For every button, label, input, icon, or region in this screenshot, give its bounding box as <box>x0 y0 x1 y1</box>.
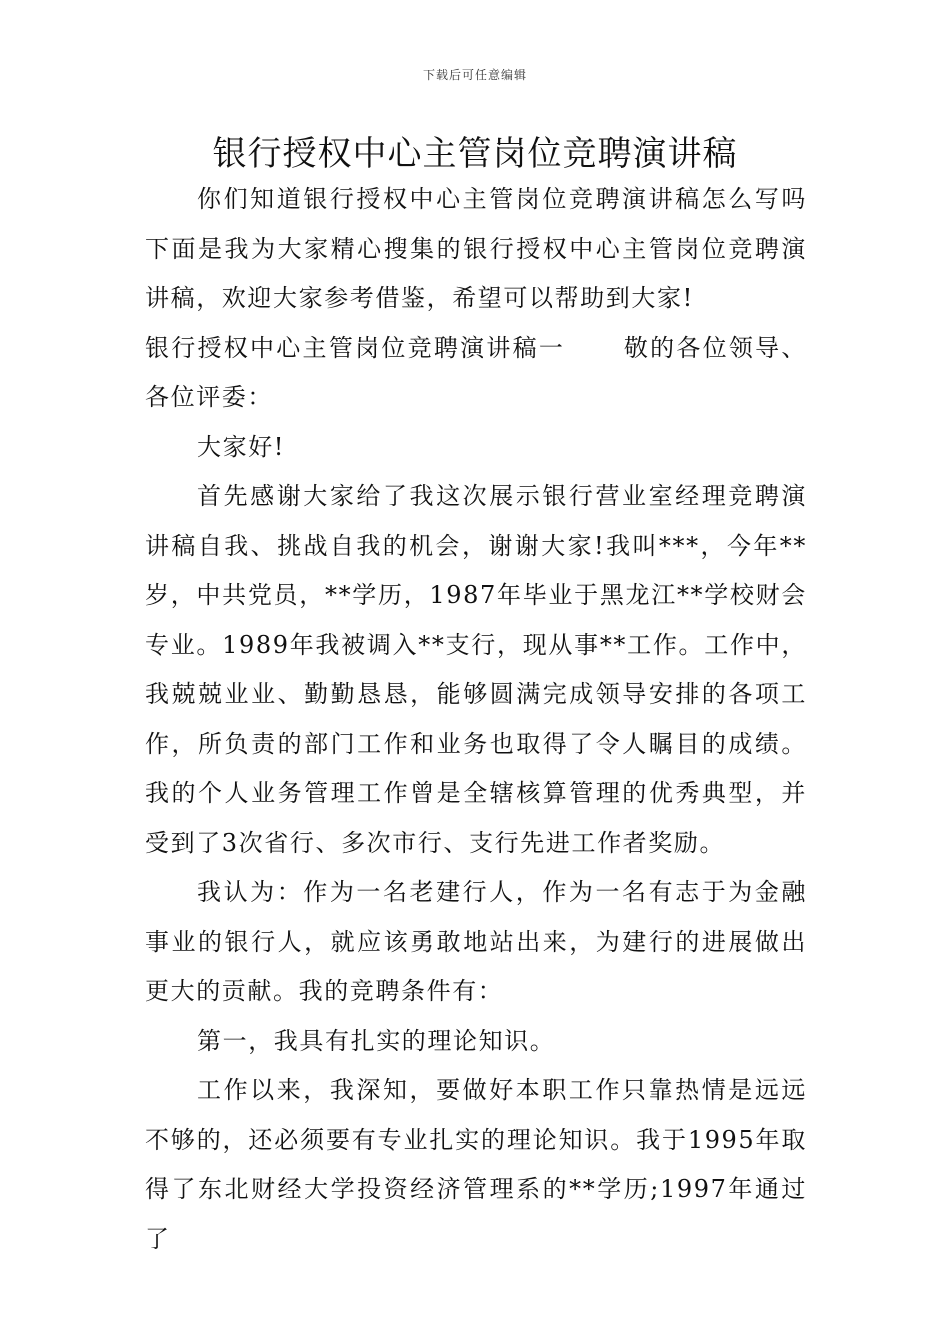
body-paragraph-3: 第一，我具有扎实的理论知识。 <box>197 1026 556 1055</box>
intro-paragraph: 你们知道银行授权中心主管岗位竞聘演讲稿怎么写吗下面是我为大家精心搜集的银行授权中心主管岗位竞聘演讲稿，欢迎大家参考借鉴，希望可以帮助到大家! <box>145 185 807 312</box>
section-heading-line <box>145 324 807 423</box>
body-paragraph-1: 首先感谢大家给了我这次展示银行营业室经理竞聘演讲稿自我、挑战自我的机会，谢谢大家!我叫***，今年**岁，中共党员，**学历，1987年毕业于黑龙江**学校财会专业。1989年我被调入**支行，现从事**工作。工作中，我兢兢业业、勤勤恳恳，能够圆满完成领导安排的各项工作，所负责的部门工作和业务也取得了令人瞩目的成绩。我的个人业务管理工作曾是全辖核算管理的优秀典型，并受到了3次省行、多次市行、支行先进工作者奖励。 <box>145 482 807 857</box>
salutation: 敬的各位领导、各位评委： <box>145 333 807 411</box>
body-paragraph-2: 我认为：作为一名老建行人，作为一名有志于为金融事业的银行人，就应该勇敢地站出来，为建行的进展做出更大的贡献。我的竞聘条件有： <box>145 878 807 1005</box>
section-heading: 银行授权中心主管岗位竞聘演讲稿一 <box>145 333 566 362</box>
header-note: 下载后可任意编辑 <box>422 68 527 82</box>
body-paragraph-4: 工作以来，我深知，要做好本职工作只靠热情是远远不够的，还必须要有专业扎实的理论知识。我于1995年取得了东北财经大学投资经济管理系的**学历;1997年通过了 <box>145 1076 807 1253</box>
document-body <box>145 175 807 1264</box>
greeting: 大家好! <box>197 432 286 461</box>
document-title: 银行授权中心主管岗位竞聘演讲稿 <box>212 134 738 174</box>
